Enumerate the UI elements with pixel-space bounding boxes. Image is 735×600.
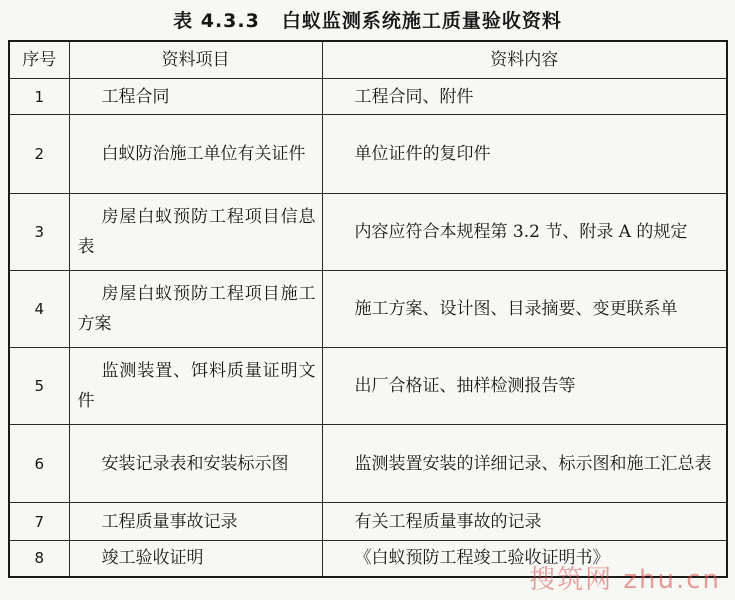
row-content: 有关工程质量事故的记录: [322, 503, 727, 541]
row-item: 工程质量事故记录: [69, 503, 322, 541]
header-row: [9, 41, 727, 79]
row-content: 工程合同、附件: [322, 79, 727, 115]
table-row: [9, 425, 727, 503]
row-item: 监测装置、饵料质量证明文件: [69, 348, 322, 425]
table-row: [9, 271, 727, 348]
table-number: 表 4.3.3: [173, 10, 260, 32]
header-material-item: 资料项目: [69, 41, 322, 79]
row-number: 7: [9, 503, 69, 541]
row-item: 竣工验收证明: [69, 541, 322, 577]
row-number: 3: [9, 194, 69, 271]
row-number: 8: [9, 541, 69, 577]
table-row: [9, 348, 727, 425]
row-number: 5: [9, 348, 69, 425]
row-content: 单位证件的复印件: [322, 115, 727, 194]
row-number: 1: [9, 79, 69, 115]
row-content: 施工方案、设计图、目录摘要、变更联系单: [322, 271, 727, 348]
table-row: [9, 79, 727, 115]
site-watermark: 搜筑网 zhu.cn: [529, 565, 721, 595]
table-title: [0, 6, 735, 33]
row-item: 房屋白蚁预防工程项目信息表: [69, 194, 322, 271]
table-row: [9, 541, 727, 577]
row-item: 安装记录表和安装标示图: [69, 425, 322, 503]
header-material-content: 资料内容: [322, 41, 727, 79]
acceptance-materials-table: [8, 40, 728, 578]
table-row: [9, 503, 727, 541]
row-number: 6: [9, 425, 69, 503]
row-item: 工程合同: [69, 79, 322, 115]
row-item: 房屋白蚁预防工程项目施工方案: [69, 271, 322, 348]
table-row: [9, 115, 727, 194]
row-content: 监测装置安装的详细记录、标示图和施工汇总表: [322, 425, 727, 503]
row-content: 内容应符合本规程第 3.2 节、附录 A 的规定: [322, 194, 727, 271]
header-serial-no: 序号: [9, 41, 69, 79]
row-content: 出厂合格证、抽样检测报告等: [322, 348, 727, 425]
row-number: 2: [9, 115, 69, 194]
row-content: 《白蚁预防工程竣工验收证明书》: [322, 541, 727, 577]
row-item: 白蚁防治施工单位有关证件: [69, 115, 322, 194]
row-number: 4: [9, 271, 69, 348]
table-title-text: 白蚁监测系统施工质量验收资料: [281, 10, 562, 32]
table-row: [9, 194, 727, 271]
